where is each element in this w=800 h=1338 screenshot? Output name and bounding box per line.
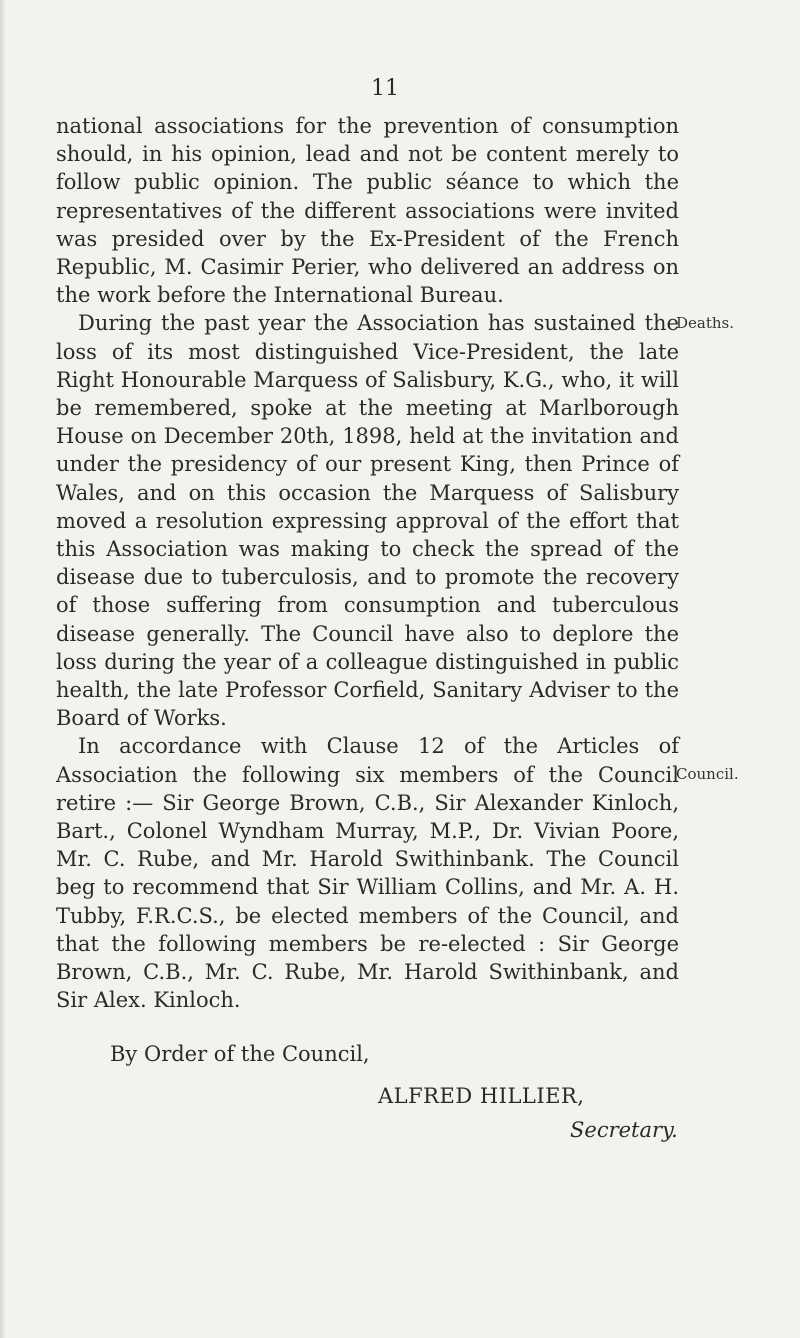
paragraph-consumption-associations: national associations for the prevention of consumption should, in his opinion, lead and not be content merely to follow public opinion. The public séance to which the representatives of the different associations were invited was presided over by the Ex-President of the French Republic, M. Casimir Perier, who delivered an address on the work before the International Bureau. (56, 114, 679, 308)
paragraph-deaths: During the past year the Association has sustained the loss of its most distinguished Vice-President, the late Right Honourable Marquess of Salisbury, K.G., who, it will be remembered, spoke at the meeting at Marlborough House on December 20th, 1898, held at the invitation and under the presidency of our present King, then Prince of Wales, and on this occasion the Marquess of Salisbury moved a resolution expressing approval of the effort that this Association was making to check the spread of the disease due to tuberculosis, and to promote the recovery of those suffering from consumption and tuberculous disease generally. The Council have also to deplore the loss during the year of a colleague distinguished in public health, the late Professor Corfield, Sanitary Adviser to the Board of Works. (56, 311, 679, 731)
margin-note-council: Council. (676, 765, 739, 783)
body-text (56, 112, 679, 1015)
page-number: 11 (371, 76, 399, 101)
paragraph-council: In accordance with Clause 12 of the Articles of Association the following six members of the Council retire :— Sir George Brown, C.B., Sir Alexander Kinloch, Bart., Colonel Wyndham Murray, M.P., Dr. Vivian Poore, Mr. C. Rube, and Mr. Harold Swithinbank. The Council beg to recommend that Sir William Collins, and Mr. A. H. Tubby, F.R.C.S., be elected members of the Council, and that the following members be re-elected : Sir George Brown, C.B., Mr. C. Rube, Mr. Harold Swithinbank, and Sir Alex. Kinloch. (56, 734, 679, 1013)
margin-note-deaths: Deaths. (676, 314, 735, 332)
signatory-title: Secretary. (570, 1118, 678, 1142)
closing-order: By Order of the Council, (110, 1042, 370, 1066)
signatory-name: ALFRED HILLIER, (378, 1084, 585, 1108)
page-edge-shadow (0, 0, 6, 1338)
